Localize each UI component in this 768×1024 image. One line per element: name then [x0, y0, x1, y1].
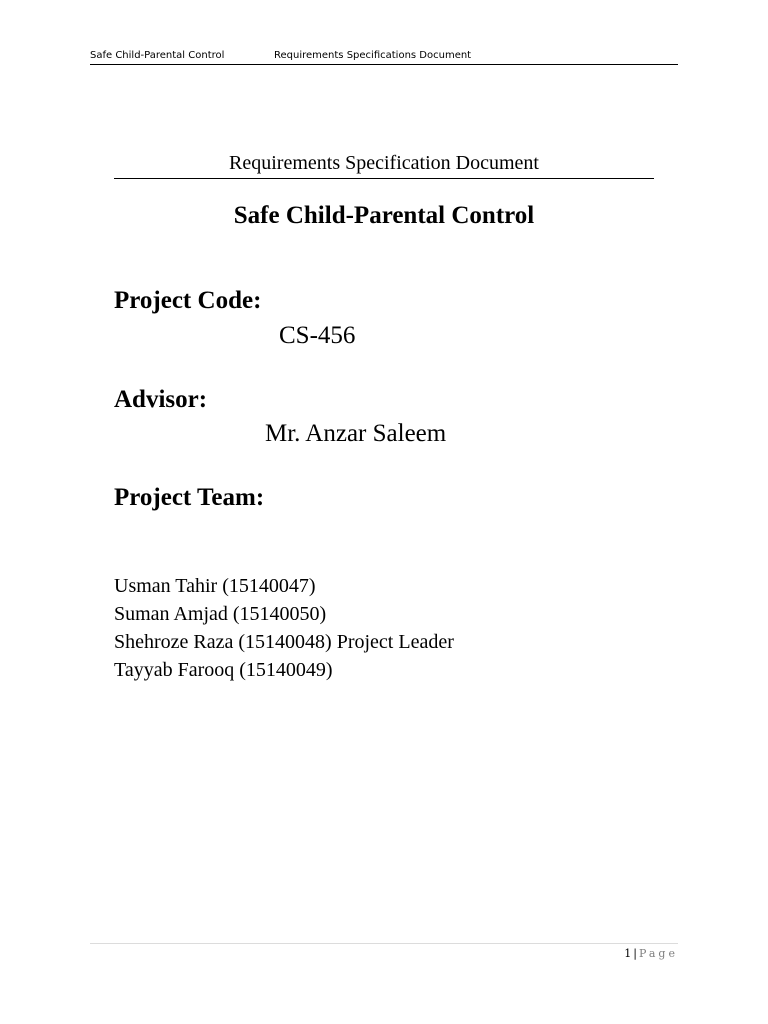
- footer-divider: [90, 943, 678, 944]
- team-member: Usman Tahir (15140047): [114, 575, 316, 597]
- project-code-value: CS-456: [279, 322, 356, 349]
- team-member: Tayyab Farooq (15140049): [114, 659, 333, 681]
- advisor-label: Advisor:: [114, 386, 208, 413]
- advisor-name: Mr. Anzar Saleem: [265, 420, 447, 447]
- team-member: Suman Amjad (15140050): [114, 603, 327, 625]
- project-team-label: Project Team:: [114, 484, 265, 511]
- project-code-label: Project Code:: [114, 287, 262, 314]
- header-document-name: Requirements Specifications Document: [274, 50, 472, 61]
- page-footer: [624, 946, 678, 962]
- team-member: Shehroze Raza (15140048) Project Leader: [114, 631, 454, 653]
- document-title: Safe Child-Parental Control: [233, 202, 535, 229]
- header-project-name: Safe Child-Parental Control: [90, 50, 225, 61]
- page-number: 1: [624, 947, 632, 960]
- page-word: Page: [638, 947, 678, 960]
- document-type-heading: Requirements Specification Document: [114, 150, 654, 179]
- page-header: [90, 49, 678, 65]
- team-member-list: [114, 572, 454, 684]
- page-separator: |: [633, 947, 637, 960]
